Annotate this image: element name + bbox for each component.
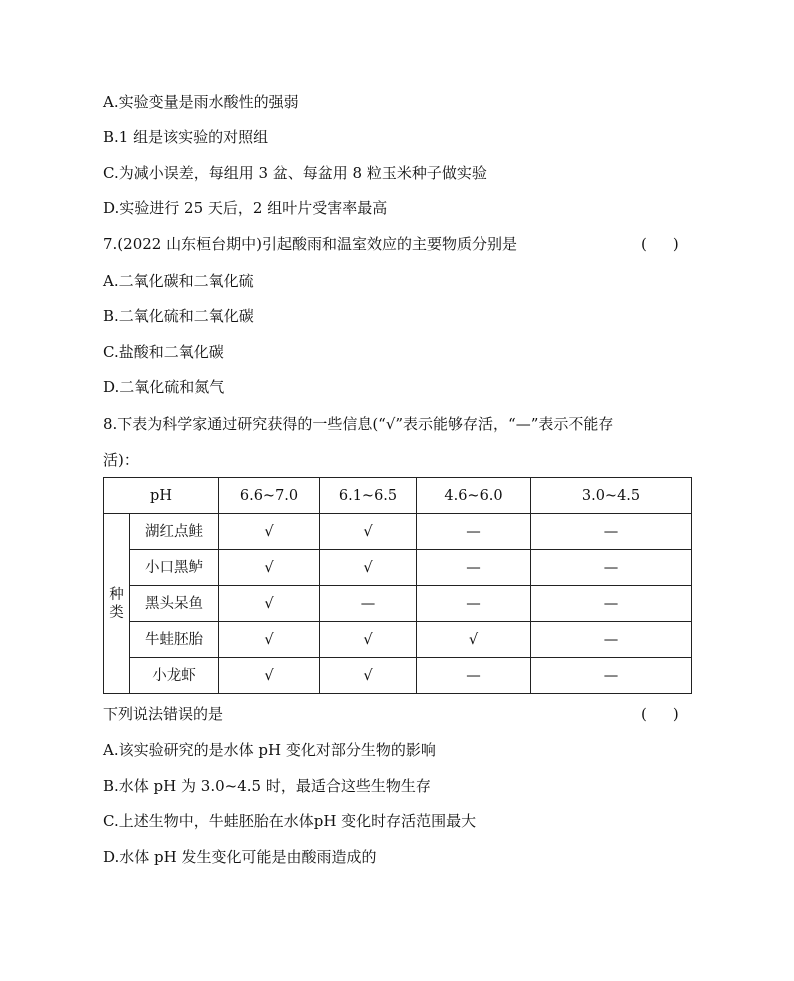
q8-option-b: B.水体 pH 为 3.0~4.5 时，最适合这些生物生存	[103, 777, 431, 795]
species-label-char-2: 类	[109, 604, 124, 621]
table-cell: —	[531, 550, 692, 586]
species-name: 小龙虾	[130, 658, 219, 694]
q8-option-d: D.水体 pH 发生变化可能是由酸雨造成的	[103, 848, 377, 866]
q6-option-a: A.实验变量是雨水酸性的强弱	[103, 93, 299, 111]
table-header-row	[104, 478, 692, 514]
q7-option-c: C.盐酸和二氧化碳	[103, 343, 224, 361]
q8-paren-open: (	[641, 705, 647, 723]
q6-option-b: B.1 组是该实验的对照组	[103, 128, 269, 146]
q8-option-c: C.上述生物中，牛蛙胚胎在水体pH 变化时存活范围最大	[103, 812, 477, 830]
q7-option-d: D.二氧化硫和氮气	[103, 378, 225, 396]
q8-option-a: A.该实验研究的是水体 pH 变化对部分生物的影响	[103, 741, 436, 759]
q7-option-b: B.二氧化硫和二氧化碳	[103, 307, 254, 325]
header-col-2: 6.1~6.5	[320, 478, 417, 514]
q7-answer-bracket	[641, 234, 679, 254]
table-cell: √	[320, 514, 417, 550]
q8-paren-close: )	[672, 705, 679, 723]
table-cell: —	[417, 550, 531, 586]
table-cell: √	[417, 622, 531, 658]
header-col-3: 4.6~6.0	[417, 478, 531, 514]
q8-stem-line2: 活)：	[103, 451, 139, 469]
q7-paren-open: (	[641, 235, 647, 253]
table-row	[104, 514, 692, 550]
species-name: 小口黑鲈	[130, 550, 219, 586]
q7-option-a: A.二氧化碳和二氧化硫	[103, 272, 254, 290]
species-label-char-1: 种	[109, 586, 124, 603]
table-cell: —	[531, 586, 692, 622]
q8-stem-line1: 8.下表为科学家通过研究获得的一些信息(“√”表示能够存活，“—”表示不能存	[103, 415, 614, 433]
table-cell: —	[320, 586, 417, 622]
q8-question: 下列说法错误的是	[103, 705, 224, 723]
species-name: 黑头呆鱼	[130, 586, 219, 622]
table-cell: —	[531, 658, 692, 694]
q6-option-c: C.为减小误差，每组用 3 盆、每盆用 8 粒玉米种子做实验	[103, 164, 487, 182]
header-col-4: 3.0~4.5	[531, 478, 692, 514]
q7-stem: 7.(2022 山东桓台期中)引起酸雨和温室效应的主要物质分别是	[103, 235, 517, 253]
table-cell: √	[320, 658, 417, 694]
ph-survival-table	[103, 477, 692, 694]
table-row	[104, 586, 692, 622]
table-cell: √	[219, 586, 320, 622]
q7-paren-close: )	[672, 235, 679, 253]
table-row	[104, 658, 692, 694]
q6-option-d: D.实验进行 25 天后，2 组叶片受害率最高	[103, 199, 388, 217]
header-ph: pH	[104, 478, 219, 514]
table-row	[104, 622, 692, 658]
table-cell: √	[219, 514, 320, 550]
header-col-1: 6.6~7.0	[219, 478, 320, 514]
table-cell: √	[219, 622, 320, 658]
species-group-label	[104, 514, 130, 694]
table-cell: √	[320, 622, 417, 658]
table-cell: √	[219, 550, 320, 586]
table-cell: √	[320, 550, 417, 586]
species-name: 湖红点鲑	[130, 514, 219, 550]
table-cell: —	[531, 514, 692, 550]
table-cell: —	[417, 658, 531, 694]
table-cell: —	[531, 622, 692, 658]
table-cell: —	[417, 586, 531, 622]
table-cell: —	[417, 514, 531, 550]
table-row	[104, 550, 692, 586]
species-name: 牛蛙胚胎	[130, 622, 219, 658]
q8-answer-bracket	[641, 704, 679, 724]
table-cell: √	[219, 658, 320, 694]
